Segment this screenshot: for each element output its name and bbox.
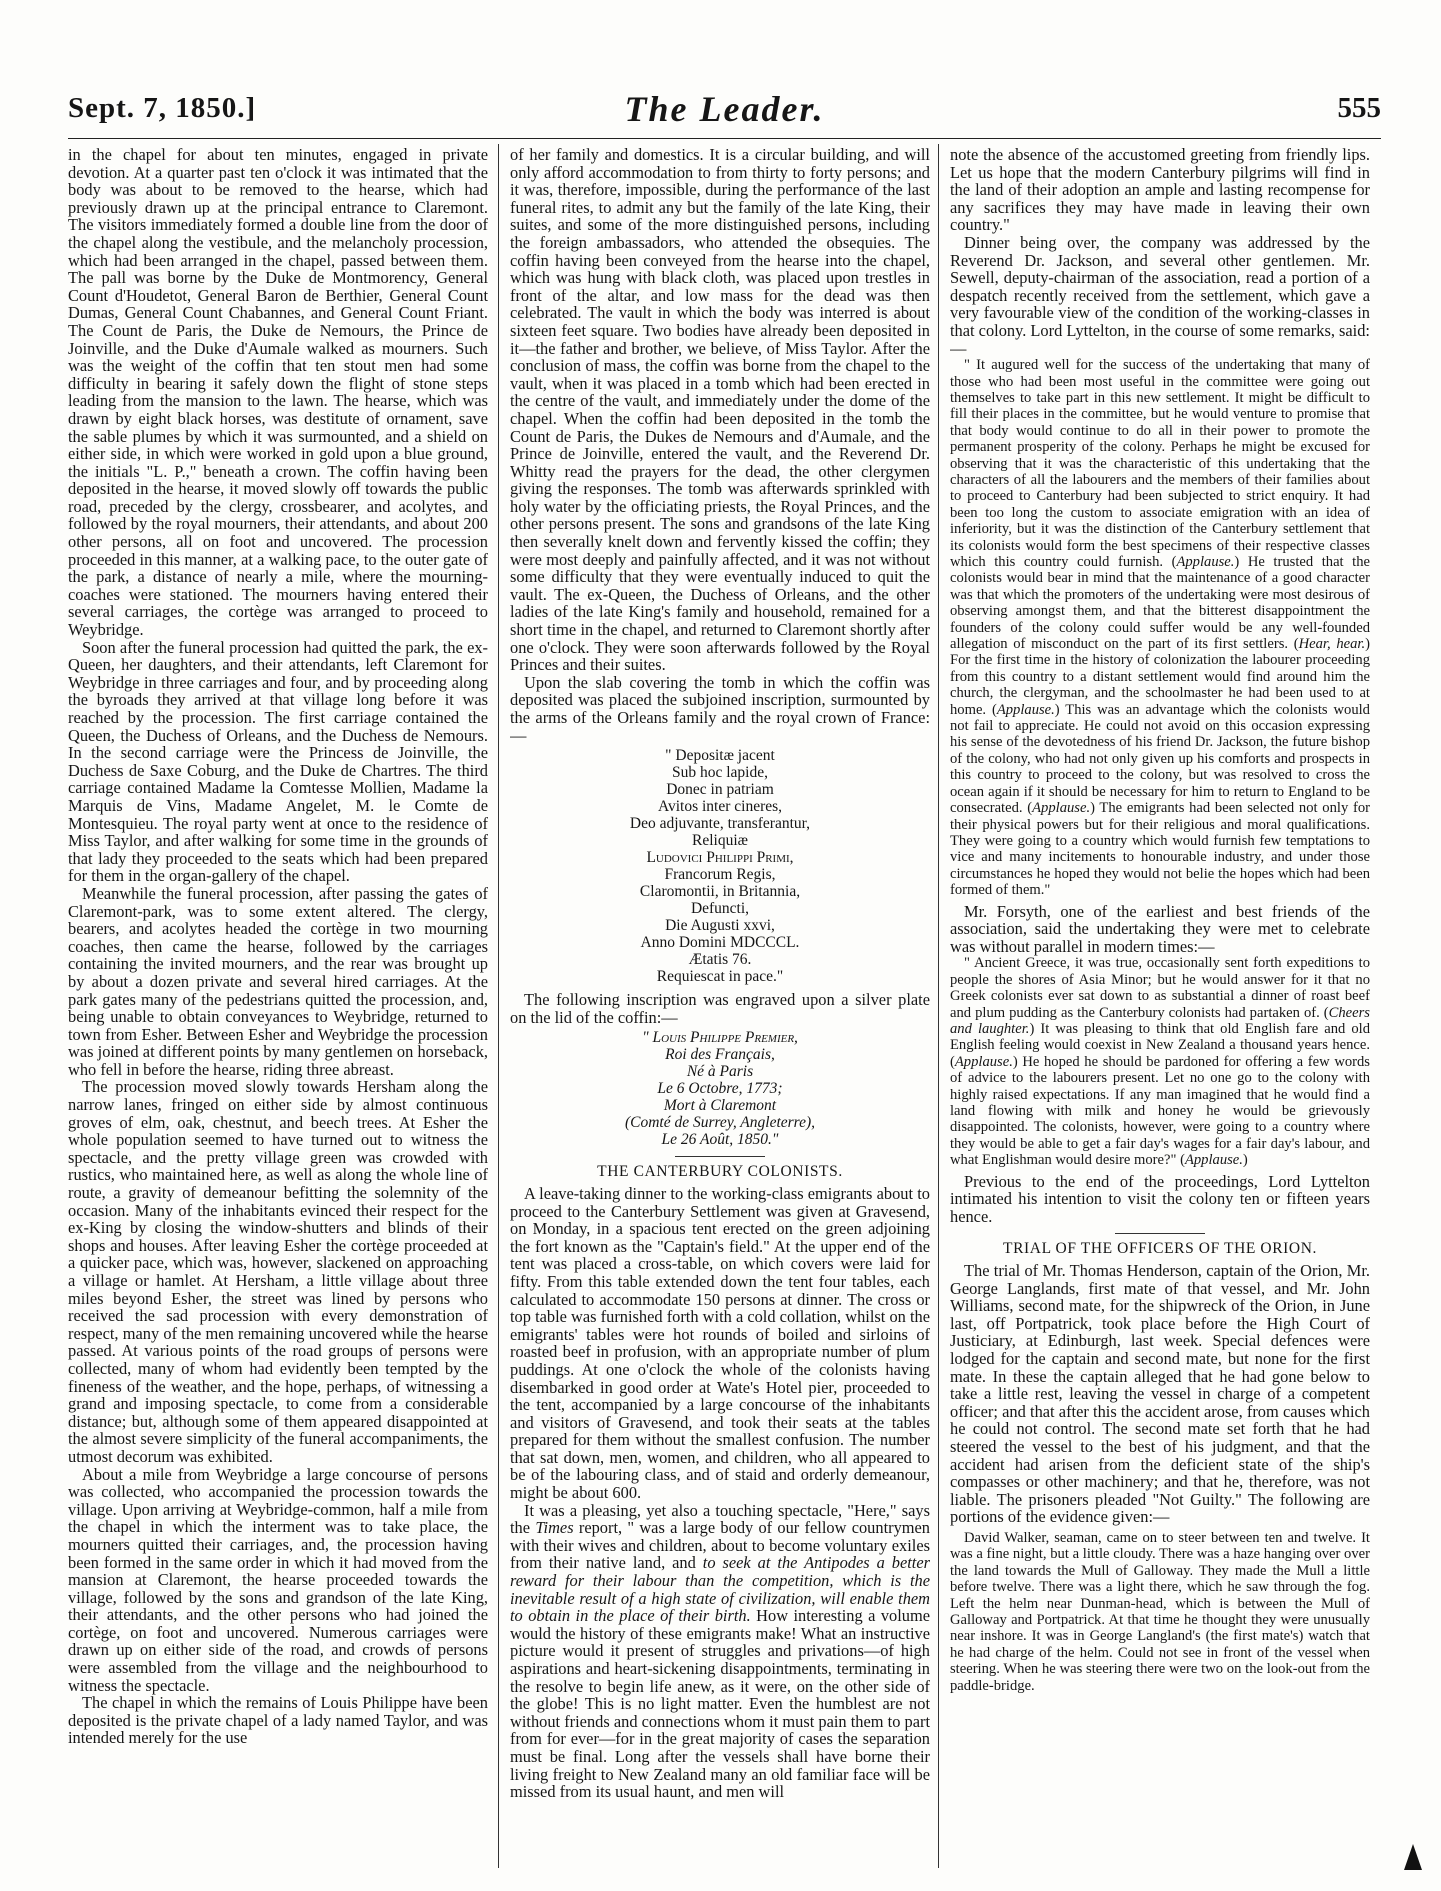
inscription-line: " Louis Philippe Premier, <box>642 1029 798 1047</box>
paragraph <box>510 1502 930 1801</box>
header-rule <box>68 138 1381 139</box>
text-run-italic: Applause. <box>1176 554 1235 570</box>
text-run-italic: Hear, hear. <box>1298 636 1366 653</box>
inscription-line: Le 26 Août, 1850." <box>661 1131 779 1149</box>
inscription-line: " Depositæ jacent <box>665 747 775 765</box>
paragraph: Meanwhile the funeral procession, after passing the gates of Claremont-park, was to some extent altered. The clergy, bearers, and acolytes headed the cortège in two mourning coaches, then came the hearse, followed by the carriages containing the invited mourners, and the rear was brought up by about a dozen private and several hired carriages. At the park gates many of the pedestrians quitted the procession, and, being unable to obtain conveyances to Weybridge, returned to town from Esher. Between Esher and Weybridge the procession was joined at different points by many gentlemen on horseback, who fell in before the hearse, riding three abreast. <box>68 883 488 1079</box>
french-inscription <box>510 1029 930 1148</box>
inscription-line: Francorum Regis, <box>664 866 776 884</box>
inscription-line: Defuncti, <box>690 900 750 918</box>
inscription-line: Reliquiæ <box>692 832 748 850</box>
paragraph: The chapel in which the remains of Louis Philippe have been deposited is the private chapel of a lady named Taylor, and was intended merely for the use <box>68 1693 488 1748</box>
paragraph: of her family and domestics. It is a circular building, and will only afford accommodation to from thirty to forty persons; and it was, therefore, impossible, during the performance of the last funeral rites, to admit any but the family of the late King, their suites, and some of the more distinguished persons, including the foreign ambassadors, who attended the obsequies. The coffin having been conveyed from the hearse into the chapel, which was hung with black cloth, was placed upon trestles in front of the altar, and low mass for the dead was then celebrated. The vault in which the body was interred is about sixteen feet square. Two bodies have already been deposited in it—the father and brother, we believe, of Miss Taylor. After the conclusion of mass, the coffin was borne from the chapel to the vault, when it was placed in a tomb which had been erected in the centre of the vault, and immediately under the dome of the chapel. When the coffin had been deposited in the tomb the Count de Paris, the Dukes de Nemours and d'Aumale, and the Prince de Joinville, entered the vault, and the Reverend Dr. Whitty read the prayers for the dead, the other clergymen giving the responses. The tomb was afterwards sprinkled with holy water by the officiating priests, the Royal Princes, and the other persons present. The sons and grandsons of the late King then severally knelt down and fervently kissed the coffin; they were most deeply and painfully affected, and it was not without some difficulty that they were eventually induced to quit the vault. The ex-Queen, the Duchess of Orleans, and the other ladies of the late King's family and household, remained for a short time in the chapel, and returned to Claremont shortly after one o'clock. They were soon afterwards followed by the Royal Princes and their suites. <box>510 146 930 675</box>
text-run: ) He hoped he should be pardoned for offering a few words of advice to the labourers present. Let no one go to the colony with highly raised expectations. If any man imagined that he would find a land flowing with milk and honey he would be grievously disappointed. The colonists, however, were going to a country where they would be able to get a fair day's wages for a fair day's labour, and what Englishman would desire more?" ( <box>950 1053 1370 1169</box>
inscription-line: Le 6 Octobre, 1773; <box>657 1080 783 1098</box>
column-3 <box>950 146 1370 1858</box>
inscription-line: Avitos inter cineres, <box>657 798 783 816</box>
text-run: " It augured well for the success of the undertaking that many of those who had been most useful in the committee were going out themselves to take part in this new settlement. It might be difficult to fill their places in the committee, but he would venture to promise that that body would continue to do all in their power to promote the permanent prosperity of the colony. Perhaps he might be excused for observing that it was the characteristic of this undertaking that the characters of all the labourers and the members of their families about to proceed to Canterbury had been subjected to strict enquiry. It had been too long the custom to associate emigration with an idea of inferiority, but it was the distinction of the Canterbury settlement that its colonists would form the best specimens of their respective classes which this country could furnish. ( <box>950 357 1370 570</box>
column-1 <box>68 146 488 1868</box>
column-divider <box>938 144 939 1868</box>
inscription-line: Donec in patriam <box>666 781 774 799</box>
paragraph: Previous to the end of the proceedings, Lord Lyttelton intimated his intention to visit the colony ten or fifteen years hence. <box>950 1171 1370 1226</box>
text-run: ) For the first time in the history of colonization the labourer proceeding from this country to a distant settlement would find around him the church, the clergyman, and the schoolmaster he had been used to at home. ( <box>950 636 1370 718</box>
evidence-paragraph: David Walker, seaman, came on to steer between ten and twelve. It was a fine night, but a little cloudy. There was a haze hanging over over the land towards the Mull of Galloway. They made the Mull a little before twelve. There was a light there, which he saw through the fog. Left the helm near Dunman-head, which is between the Mull of Galloway and Portpatrick. At that time he thought they were unusually near inshore. It was in George Langland's (the first mate's) watch that he had charge of the helm. Could not see in front of the vessel when steering. When he was steering there were two on the look-out from the paddle-bridge. <box>950 1529 1370 1694</box>
text-run: ) <box>1242 1152 1248 1169</box>
text-run: ) The emigrants had been selected not only for their physical powers but for their religious and moral qualifications. They were going to a country which would furnish few temptations to vice and many incitements to honourable industry, and under those circumstances he hoped they would not belie the hopes which had been formed of them." <box>950 800 1370 899</box>
corner-mark-icon <box>1404 1844 1422 1870</box>
text-run-italic: Applause. <box>996 701 1055 718</box>
inscription-line: Anno Domini MDCCCL. <box>640 934 800 952</box>
inscription-line: Requiescat in pace." <box>656 968 784 986</box>
paragraph: note the absence of the accustomed greeting from friendly lips. Let us hope that the modern Canterbury pilgrims will find in the land of their adoption an ample and lasting recompense for any sacrifices they may have made in leaving their own country." <box>950 146 1370 235</box>
newspaper-title: The Leader. <box>624 89 825 129</box>
issue-date: Sept. 7, 1850.] <box>68 92 257 124</box>
inscription-line: Claromontii, in Britannia, <box>639 883 801 901</box>
latin-inscription <box>510 747 930 985</box>
paragraph: Upon the slab covering the tomb in which the coffin was deposited was placed the subjoined inscription, surmounted by the arms of the Orleans family and the royal crown of France:— <box>510 672 930 745</box>
paragraph: The trial of Mr. Thomas Henderson, captain of the Orion, Mr. George Langlands, first mate of that vessel, and Mr. John Williams, second mate, for the shipwreck of the Orion, in June last, off Portpatrick, took place before the High Court of Justiciary, at Edinburgh, last week. Special defences were lodged for the captain and second mate, but none for the first mate. In these the captain alleged that he had gone below to take a little rest, leaving the vessel in charge of a competent officer; and that after this the accident arose, from causes which he could not control. The second mate set forth that he had steered the vessel to the best of his judgment, and that the accident had arisen from the deficient state of the ship's compasses or other machinery; and that he, therefore, was not liable. The prisoners pleaded "Not Guilty." The following are portions of the evidence given:— <box>950 1260 1370 1527</box>
section-rule <box>1115 1233 1205 1234</box>
text-run-italic: Applause. <box>954 1053 1013 1070</box>
section-rule <box>675 1156 765 1157</box>
text-run-italic: to seek at the Antipodes a better reward for their labour than the competition, which is the inevitable result of a high state of civilization, will enable them to obtain in the place of their birth. <box>510 1553 930 1626</box>
column-divider <box>498 144 499 1868</box>
text-run: ) He trusted that the colonists would bear in mind that the maintenance of a good character was that which the promoters of the undertaking were most desirous of observing amongst them, and that the bitterest disappointment the founders of the colony could suffer would be any well-founded allegation of misconduct on the part of its first settlers. ( <box>950 554 1370 653</box>
inscription-line: Die Augusti xxvi, <box>665 917 775 935</box>
quoted-speech <box>950 955 1370 1168</box>
text-run: " Ancient Greece, it was true, occasionally sent forth expeditions to people the shores of Asia Minor; but he would answer for it that no Greek colonists ever sat down to as substantial a dinner of roast beef and plum pudding as the Canterbury colonists had partaken of. ( <box>950 955 1370 1021</box>
paragraph: Dinner being over, the company was addressed by the Reverend Dr. Jackson, and several other gentlemen. Mr. Sewell, deputy-chairman of the association, read a portion of a despatch recently received from the settlement, which gave a very favourable view of the condition of the working-classes in that colony. Lord Lyttelton, in the course of some remarks, said:— <box>950 232 1370 358</box>
text-run: It was a pleasing, yet also a touching spectacle, "Here," says the <box>510 1500 930 1538</box>
text-run-italic: Applause. <box>1032 800 1091 817</box>
paragraph: The procession moved slowly towards Hersham along the narrow lanes, fringed on either side by almost continuous groves of elm, oak, chestnut, and beech trees. At Esher the whole population seemed to have turned out to witness the spectacle, and the pretty village green was crowded with rustics, who maintained here, as well as along the whole line of route, a gravity of demeanour befitting the solemnity of the occasion. Many of the inhabitants evinced their respect for the ex-King by closing the window-shutters and blinds of their shops and houses. After leaving Esher the cortège proceeded at a quicker pace, which was, however, slackened on approaching a village or hamlet. At Hersham, a little village about three miles beyond Esher, the street was lined by persons who received the sad procession with every demonstration of respect, many of the men remaining uncovered while the hearse passed. At various points of the road groups of persons were collected, many of whom had evidently been tempted by the fineness of the weather, and the hope, perhaps, of witnessing a grand and imposing spectacle, to come from a considerable distance; but, although some of them appeared disappointed at the almost severe simplicity of the funeral accompaniments, the utmost decorum was exhibited. <box>68 1077 488 1466</box>
text-run-italic: Applause. <box>1184 1152 1243 1169</box>
inscription-line: Mort à Claremont <box>663 1097 777 1115</box>
paragraph: in the chapel for about ten minutes, engaged in private devotion. At a quarter past ten o'clock it was intimated that the body was about to be removed to the hearse, which had previously drawn up at the principal entrance to Claremont. The visitors immediately formed a double line from the door of the chapel along the vestibule, and the melancholy procession, which had been arranged in the chapel, passed between them. The pall was borne by the Duke de Montmorency, General Count d'Houdetot, General Baron de Berthier, General Count Dumas, General Count Chabannes, and General Count Friant. The Count de Paris, the Duke de Nemours, the Prince de Joinville, and the Duke d'Aumale walked as mourners. Such was the weight of the coffin that ten stout men had some difficulty in bearing it safely down the flight of stone steps leading from the mansion to the lawn. The hearse, which was drawn by eight black horses, was destitute of ornament, save the sable plumes by which it was surmounted, and a shield on either side, in which were worked in gold upon a blue ground, the initials "L. P.," beneath a crown. The coffin having been deposited in the hearse, it moved slowly off towards the public road, preceded by the clergy, crossbearer, and acolytes, and followed by the royal mourners, their attendants, and about 200 other persons, all on foot and uncovered. The procession proceeded in this manner, at a walking pace, to the outer gate of the park, a distance of nearly a mile, where the mourning-coaches were stationed. The mourners having entered their several carriages, the cortège was arranged to proceed to Weybridge. <box>68 146 488 640</box>
inscription-line: Roi des Français, <box>665 1046 775 1064</box>
paragraph: The following inscription was engraved upon a silver plate on the lid of the coffin:— <box>510 990 930 1027</box>
column-2 <box>510 146 930 1868</box>
quoted-speech <box>950 357 1370 898</box>
article-heading: THE CANTERBURY COLONISTS. <box>597 1163 843 1181</box>
paragraph: About a mile from Weybridge a large concourse of persons was collected, who accompanied the procession towards the village. Upon arriving at Weybridge-common, half a mile from the chapel in which the interment was to take place, the mourners quitted their carriages, and, the procession having been formed in the same order in which it had moved from the mansion at Claremont, the hearse proceeded towards the village, followed by the sons and grandson of the late King, their attendants, and the other persons who had joined the cortège, on foot and uncovered. Numerous carriages were drawn up on either side of the road, and crowds of persons were assembled from the village and the neighbourhood to witness the spectacle. <box>68 1464 488 1695</box>
text-run-italic: Cheers and laughter. <box>950 1004 1370 1037</box>
inscription-line: Sub hoc lapide, <box>672 764 768 782</box>
inscription-line: Né à Paris <box>686 1063 754 1081</box>
inscription-line: (Comté de Surrey, Angleterre), <box>624 1114 816 1132</box>
inscription-line: Deo adjuvante, transferantur, <box>629 815 811 833</box>
paragraph: Mr. Forsyth, one of the earliest and best friends of the association, said the undertaking they were met to celebrate was without parallel in modern times:— <box>950 901 1370 956</box>
text-run: ) This was an advantage which the colonists would not fail to appreciate. He could not avoid on this occasion expressing his sense of the devotedness of his friend Dr. Jackson, the future bishop of the colony, who had not only given up his comforts and prospects in this country to proceed to the colony, but was resolved to cross the ocean again if it should be necessary for him to return to England to be consecrated. ( <box>950 701 1370 817</box>
masthead <box>68 88 1381 134</box>
article-heading: TRIAL OF THE OFFICERS OF THE ORION. <box>1003 1240 1317 1258</box>
text-run-italic: Times <box>535 1518 574 1538</box>
text-run: ) It was pleasing to think that old English fare and old English feeling would coexist in New Zealand a thousand years hence. ( <box>950 1020 1370 1070</box>
text-run: report, " was a large body of our fellow countrymen with their wives and children, about to become voluntary exiles from their native land, and <box>510 1518 930 1573</box>
paragraph: Soon after the funeral procession had quitted the park, the ex-Queen, her daughters, and their attendants, left Claremont for Weybridge in three carriages and four, and by proceeding along the byroads they arrived at that village long before it was reached by the procession. The first carriage contained the Queen, the Duchess of Orleans, and the Duchess de Nemours. In the second carriage were the Princess de Joinville, the Duchess de Saxe Coburg, and the Duke de Chartres. The third carriage contained Madame la Comtesse Mollien, Madame la Marquis de Vins, Madame Angelet, M. le Comte de Montesquieu. The royal party went at once to the residence of Miss Taylor, and after walking for some time in the grounds of that lady they proceeded to the seats which had been prepared for them in the organ-gallery of the chapel. <box>68 637 488 886</box>
inscription-line: Ætatis 76. <box>688 951 752 969</box>
inscription-line: Ludovici Philippi Primi, <box>646 849 794 867</box>
paragraph: A leave-taking dinner to the working-class emigrants about to proceed to the Canterbury Settlement was given at Gravesend, on Monday, in a spacious tent erected on the green adjoining the fort known as the "Captain's field." At the upper end of the tent was placed a cross-table, on which covers were laid for fifty. From this table extended down the tent four tables, each calculated to accommodate 150 persons at dinner. The cross or top table was furnished forth with a cold collation, whilst on the emigrants' tables were hot rounds of boiled and sirloins of roasted beef in profusion, with an appropriate number of plum puddings. At one o'clock the whole of the colonists having disembarked in good order at Wate's Hotel pier, proceeded to the tent, accompanied by a large concourse of the inhabitants and visitors of Gravesend, and took their seats at the tables prepared for them without the smallest confusion. The number that sat down, men, women, and children, who all appeared to be of the labouring class, and of staid and orderly demeanour, might be about 600. <box>510 1183 930 1503</box>
text-run: How interesting a volume would the history of these emigrants make! What an instructive picture would it present of struggles and privations—of high aspirations and heart-sickening disappointments, terminating in the resolve to begin life anew, as it were, on the other side of the globe! This is no light matter. Even the humblest are not without friends and connections whom it must pain them to part from for ever—for in the great majority of cases the separation must be final. Long after the vessels shall have borne their living freight to New Zealand many an old familiar face will be missed from its usual haunt, and men will <box>510 1606 930 1802</box>
page-number: 555 <box>1337 92 1381 124</box>
